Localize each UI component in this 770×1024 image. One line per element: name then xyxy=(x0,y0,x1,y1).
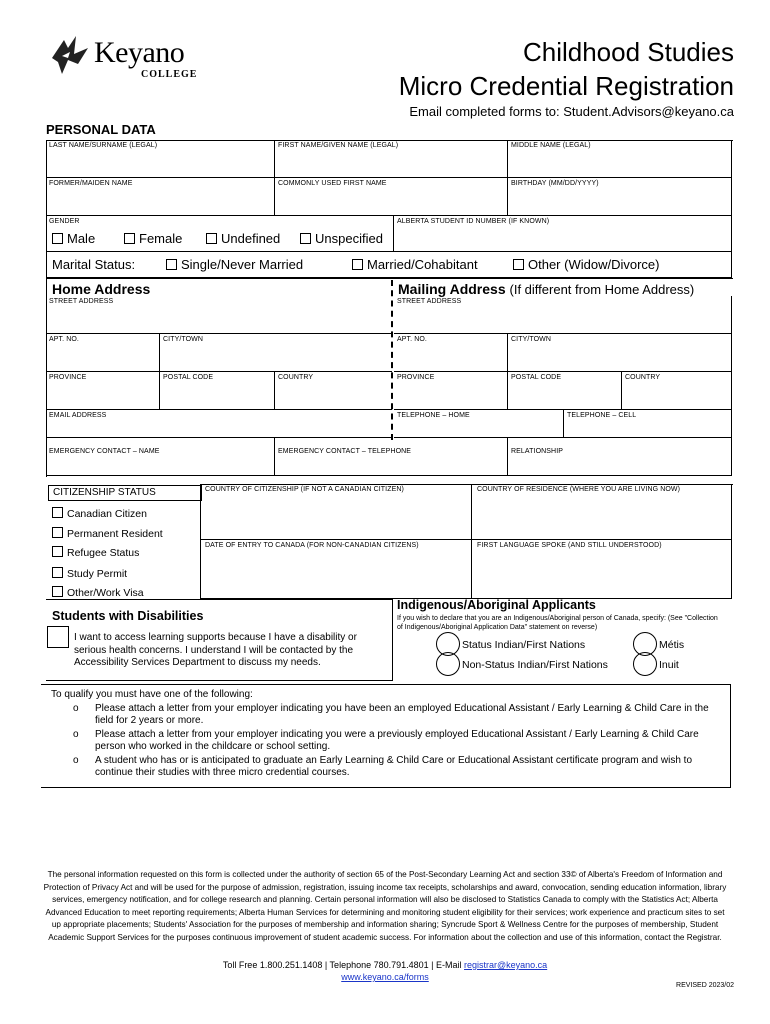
telephone-home-field[interactable]: TELEPHONE – HOME xyxy=(394,410,564,438)
home-country-field[interactable]: COUNTRY xyxy=(275,372,392,410)
emergency-telephone-field[interactable]: EMERGENCY CONTACT – TELEPHONE xyxy=(275,438,508,476)
qualification-item: o Please attach a letter from your employer indicating you were a previously employed Educational Assistant / Early Learning & Child Care person who worked in the childcare or school setting. xyxy=(73,729,699,752)
qualification-item: o A student who has or is anticipated to graduate an Early Learning & Child Care or Educational Assistant certificate program and wish to continue their studies with three micro credential courses. xyxy=(73,755,693,778)
inuit-radio[interactable] xyxy=(633,652,657,676)
country-of-citizenship-field[interactable]: COUNTRY OF CITIZENSHIP (IF NOT A CANADIAN CITIZEN) xyxy=(200,484,472,540)
privacy-statement: The personal information requested on this form is collected under the authority of section 65 of the Post-Secondary Learning Act and section 33© of Alberta's Freedom of Information and Protection of Privacy Act and will be used for the purpose of admission, registration, issuing income tax receipts, scholarships and award, convocation, sending education information, library services, emergency notification, and for college research and planning. Certain personal information will also be disclosed to Statistics Canada to comply with the Statistics Act; Alberta Advanced Education to meet reporting requirements; Alberta Human Services for determining and monitoring student eligibility for their services; work experience and practicum sites to set up appropriate placements; Students' Association for the purposes of membership and information sharing; Syncrude Sport & Wellness Centre for the purposes of membership, Student Academic Support Services for the purposes continuous improvement of student academic success. For information about the collection and use of this information, contact the Registrar. xyxy=(43,870,727,942)
citizen-canadian-checkbox[interactable]: Canadian Citizen xyxy=(52,507,147,520)
relationship-field[interactable]: RELATIONSHIP xyxy=(508,438,732,476)
marital-single-checkbox[interactable]: Single/Never Married xyxy=(166,257,303,272)
citizen-study-permit-checkbox[interactable]: Study Permit xyxy=(52,567,127,580)
marital-married-checkbox[interactable]: Married/Cohabitant xyxy=(352,257,478,272)
birthday-field[interactable]: BIRTHDAY (MM/DD/YYYY) xyxy=(508,178,732,216)
revised-date: REVISED 2023/02 xyxy=(676,982,734,989)
mailing-province-field[interactable]: PROVINCE xyxy=(394,372,508,410)
mailing-city-field[interactable]: CITY/TOWN xyxy=(508,334,732,372)
keyano-bird-icon xyxy=(48,34,94,78)
former-name-field[interactable]: FORMER/MAIDEN NAME xyxy=(46,178,275,216)
mailing-apt-field[interactable]: APT. NO. xyxy=(394,334,508,372)
non-status-indian-radio[interactable] xyxy=(436,652,460,676)
middle-name-field[interactable]: MIDDLE NAME (LEGAL) xyxy=(508,140,732,178)
citizen-permanent-checkbox[interactable]: Permanent Resident xyxy=(52,527,163,540)
email-instruction: Email completed forms to: Student.Advisors@keyano.ca xyxy=(409,104,734,119)
telephone-cell-field[interactable]: TELEPHONE – CELL xyxy=(564,410,732,438)
inuit-label: Inuit xyxy=(659,659,679,671)
home-city-field[interactable]: CITY/TOWN xyxy=(160,334,392,372)
qualification-intro: To qualify you must have one of the following: xyxy=(51,689,253,700)
emergency-name-field[interactable]: EMERGENCY CONTACT – NAME xyxy=(46,438,275,476)
qualification-item: o Please attach a letter from your employer indicating you have been an employed Educational Assistant / Early Learning & Child Care in the field for 2 years or more. xyxy=(73,703,709,726)
asn-field[interactable]: ALBERTA STUDENT ID NUMBER (IF KNOWN) xyxy=(394,216,732,252)
disabilities-text: I want to access learning supports because I have a disability or serious health concerns. I understand I will be contacted by the Accessibility Services Department to discuss my needs. xyxy=(74,632,357,668)
common-name-field[interactable]: COMMONLY USED FIRST NAME xyxy=(275,178,508,216)
home-address-heading: Home Address xyxy=(52,281,151,297)
qualification-list xyxy=(51,703,719,781)
home-apt-field[interactable]: APT. NO. xyxy=(46,334,160,372)
date-of-entry-field[interactable]: DATE OF ENTRY TO CANADA (FOR NON-CANADIAN CITIZENS) xyxy=(200,540,472,599)
gender-field: GENDER xyxy=(46,216,394,252)
indigenous-heading: Indigenous/Aboriginal Applicants xyxy=(397,598,596,612)
mailing-postal-field[interactable]: POSTAL CODE xyxy=(508,372,622,410)
metis-label: Métis xyxy=(659,639,685,651)
gender-unspecified-checkbox[interactable]: Unspecified xyxy=(300,231,383,246)
home-postal-field[interactable]: POSTAL CODE xyxy=(160,372,275,410)
forms-web-link[interactable]: www.keyano.ca/forms xyxy=(341,972,429,982)
registrar-email-link[interactable]: registrar@keyano.ca xyxy=(464,960,548,970)
form-title-line2: Micro Credential Registration xyxy=(398,71,734,101)
home-street-field[interactable]: STREET ADDRESS xyxy=(46,296,392,334)
logo-subtitle: COLLEGE xyxy=(141,69,198,80)
disabilities-checkbox[interactable] xyxy=(47,626,69,648)
gender-undefined-checkbox[interactable]: Undefined xyxy=(206,231,280,246)
form-title-line1: Childhood Studies xyxy=(522,37,734,67)
marital-other-checkbox[interactable]: Other (Widow/Divorce) xyxy=(513,257,659,272)
gender-female-checkbox[interactable]: Female xyxy=(124,231,182,246)
citizen-work-visa-checkbox[interactable]: Other/Work Visa xyxy=(52,586,144,599)
status-indian-label: Status Indian/First Nations xyxy=(462,639,586,651)
mailing-country-field[interactable]: COUNTRY xyxy=(622,372,732,410)
last-name-field[interactable]: LAST NAME/SURNAME (LEGAL) xyxy=(46,140,275,178)
indigenous-note: If you wish to declare that you are an Indigenous/Aboriginal person of Canada, specify: (See "Collection of Indigenous/Aboriginal Application Data" statement on reverse) xyxy=(397,615,718,631)
disabilities-heading: Students with Disabilities xyxy=(52,609,204,623)
marital-status-label: Marital Status: xyxy=(52,257,136,272)
citizenship-status-heading: CITIZENSHIP STATUS xyxy=(48,485,202,501)
personal-data-heading: PERSONAL DATA xyxy=(46,122,156,137)
qualification-box xyxy=(41,684,731,788)
citizen-refugee-checkbox[interactable]: Refugee Status xyxy=(52,546,139,559)
home-province-field[interactable]: PROVINCE xyxy=(46,372,160,410)
mailing-street-field[interactable]: STREET ADDRESS xyxy=(394,296,732,334)
forms-link-row xyxy=(0,972,770,982)
contact-line: Toll Free 1.800.251.1408 | Telephone 780.791.4801 | E-Mail registrar@keyano.ca xyxy=(222,960,548,970)
country-of-residence-field[interactable]: COUNTRY OF RESIDENCE (WHERE YOU ARE LIVING NOW) xyxy=(472,484,732,540)
first-name-field[interactable]: FIRST NAME/GIVEN NAME (LEGAL) xyxy=(275,140,508,178)
email-field[interactable]: EMAIL ADDRESS xyxy=(46,410,392,438)
mailing-address-heading: Mailing Address (If different from Home Address) xyxy=(398,281,695,297)
logo-wordmark: Keyano xyxy=(94,36,185,69)
first-language-field[interactable]: FIRST LANGUAGE SPOKE (AND STILL UNDERSTOOD) xyxy=(472,540,732,599)
keyano-logo xyxy=(48,32,218,88)
gender-male-checkbox[interactable]: Male xyxy=(52,231,95,246)
non-status-indian-label: Non-Status Indian/First Nations xyxy=(462,659,608,671)
